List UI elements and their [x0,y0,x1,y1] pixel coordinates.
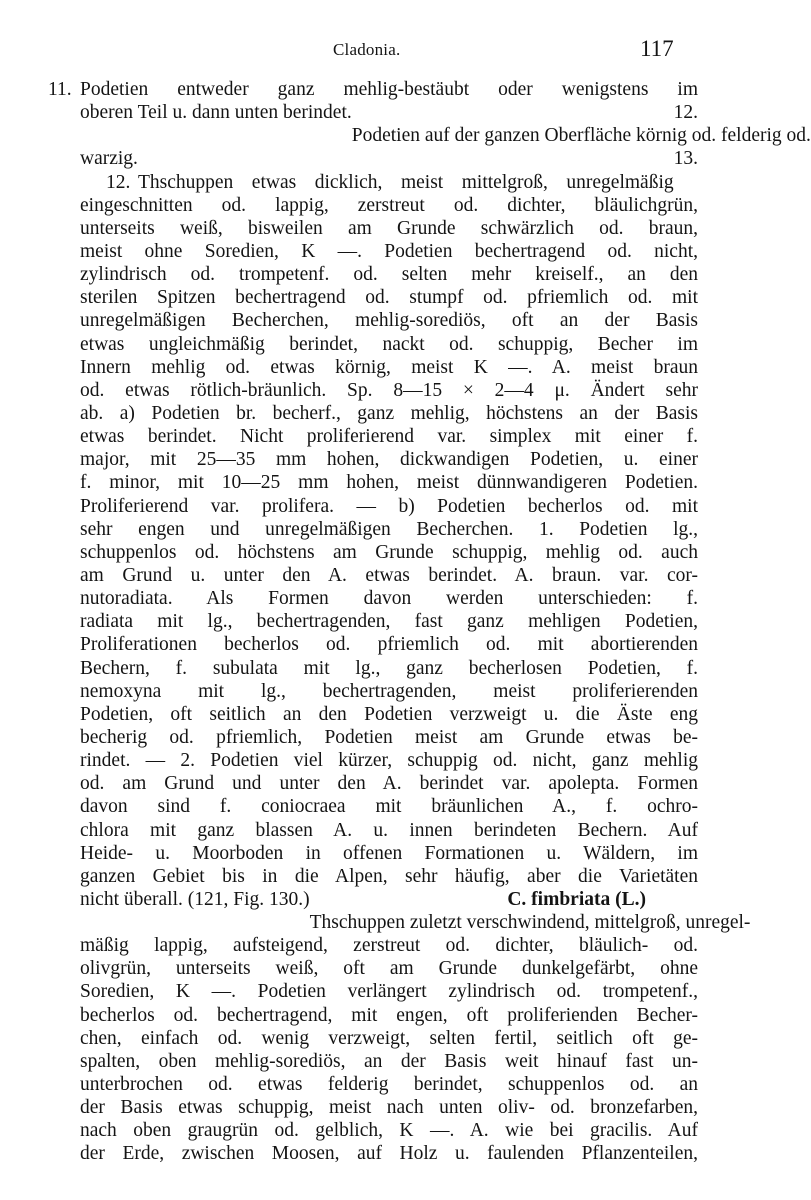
line-text: olivgrün, unterseits weiß, oft am Grunde dunkelgefärbt, ohne [80,958,698,980]
line-text: Proliferationen becherlos od. pfriemlich od. mit abortierenden [80,634,698,656]
line-text: Proliferierend var. prolifera. — b) Podetien becherlos od. mit [80,495,698,517]
line-text: eingeschnitten od. lappig, zerstreut od. dichter, bläulichgrün, [80,194,698,216]
line-text: Thschuppen etwas dicklich, meist mittelgroß, unregelmäßig [137,171,674,193]
line-text: oberen Teil u. dann unten berindet. [80,102,352,124]
line-text: Soredien, K —. Podetien verlängert zylindrisch od. trompetenf., [80,981,698,1003]
text-line [80,171,698,194]
page-header [0,36,737,68]
text-line [80,333,698,356]
line-text: nemoxyna mit lg., bechertragenden, meist proliferierenden [80,680,698,702]
text-line [80,495,698,518]
line-text: f. minor, mit 10—25 mm hohen, meist dünnwandigeren Podetien. [80,472,698,494]
text-line [80,1119,698,1142]
line-text: spalten, oben mehlig-sorediös, an der Basis weit hinauf fast un- [80,1050,698,1072]
line-text: unterseits weiß, bisweilen am Grunde schwärzlich od. braun, [80,217,698,239]
text-line [80,471,698,494]
text-line [80,680,698,703]
line-text: davon sind f. coniocraea mit bräunlichen A., f. ochro- [80,796,698,818]
line-text: ab. a) Podetien br. becherf., ganz mehlig, höchstens an der Basis [80,402,698,424]
page-number: 117 [640,36,674,61]
line-text: der Basis etwas schuppig, meist nach unten oliv- od. bronzefarben, [80,1097,698,1119]
line-text: Podetien entweder ganz mehlig-bestäubt oder wenigstens im [80,79,698,100]
text-line [80,217,698,240]
text-line [80,1004,698,1027]
text-line [80,657,698,680]
text-line [80,934,698,957]
line-text: Podetien, oft seitlich an den Podetien verzweigt u. die Äste eng [80,703,698,725]
line-text: becherlos od. bechertragend, mit engen, oft proliferienden Becher- [80,1004,698,1026]
text-line [80,819,698,842]
species-name: C. fimbriata (L.) [507,888,646,910]
text-line [80,356,698,379]
text-line [80,240,698,263]
text-line [80,101,698,124]
text-line [80,726,698,749]
text-line [80,980,698,1003]
text-line [80,772,698,795]
text-line [80,194,698,217]
text-line [80,1142,698,1165]
text-line [80,1050,698,1073]
line-text: unterbrochen od. etwas felderig berindet, schuppenlos od. an [80,1074,698,1096]
line-text: nicht überall. (121, Fig. 130.) [80,888,310,910]
text-line [80,865,698,888]
line-text: warzig. [80,148,138,170]
line-text: ganzen Gebiet bis in die Alpen, sehr häufig, aber die Varietäten [80,865,698,887]
couplet-number: 11. [48,79,72,100]
line-text: nutoradiata. Als Formen davon werden unterschieden: f. [80,588,698,610]
text-line [80,263,698,286]
line-text: od. am Grund und unter den A. berindet var. apolepta. Formen [80,773,698,795]
line-text: am Grund u. unter den A. etwas berindet. A. braun. var. cor- [80,564,698,586]
running-title: Cladonia. [333,40,401,59]
text-line [80,564,698,587]
text-body [48,78,811,1166]
line-text: radiata mit lg., bechertragenden, fast ganz mehligen Podetien, [80,611,698,633]
text-line [80,425,698,448]
line-text: meist ohne Soredien, K —. Podetien bechertragend od. nicht, [80,240,698,262]
line-text: chen, einfach od. wenig verzweigt, selten fertil, seitlich oft ge- [80,1027,698,1049]
line-text: sterilen Spitzen bechertragend od. stumpf od. pfriemlich od. mit [80,287,698,309]
text-line [80,518,698,541]
line-text: becherig od. pfriemlich, Podetien meist am Grunde etwas be- [80,726,698,748]
text-line [80,1096,698,1119]
text-line [80,448,698,471]
line-text: major, mit 25—35 mm hohen, dickwandigen Podetien, u. einer [80,449,698,471]
text-line [80,541,698,564]
text-line [80,1027,698,1050]
couplet-reference: 12. [673,102,698,124]
text-line [80,610,698,633]
text-line [80,749,698,772]
line-text: etwas berindet. Nicht proliferierend var. simplex mit einer f. [80,426,698,448]
line-text: rindet. — 2. Podetien viel kürzer, schuppig od. nicht, ganz mehlig [80,750,698,772]
text-line [80,309,698,332]
line-text: Thschuppen zuletzt verschwindend, mittelgroß, unregel- [309,912,751,934]
line-text: Bechern, f. subulata mit lg., ganz becherlosen Podetien, f. [80,657,698,679]
text-line [80,402,698,425]
text-line [80,703,698,726]
text-line [80,286,698,309]
text-line [80,911,751,934]
text-line [80,124,811,147]
text-line [48,78,698,101]
couplet-reference: 13. [673,148,698,170]
text-line [80,147,698,170]
line-text: Podetien auf der ganzen Oberfläche körnig od. felderig od. [351,125,811,147]
text-line [80,795,698,818]
line-text: od. etwas rötlich-bräunlich. Sp. 8—15 × 2—4 μ. Ändert sehr [80,379,698,401]
text-line [80,587,698,610]
line-text: nach oben graugrün od. gelblich, K —. A. wie bei gracilis. Auf [80,1120,698,1142]
line-text: zylindrisch od. trompetenf. od. selten mehr kreiself., an den [80,264,698,286]
text-line [80,633,698,656]
line-text: Heide- u. Moorboden in offenen Formationen u. Wäldern, im [80,842,698,864]
text-line [80,888,698,911]
line-text: etwas ungleichmäßig berindet, nackt od. schuppig, Becher im [80,333,698,355]
text-line [80,379,698,402]
text-line [80,1073,698,1096]
line-text: sehr engen und unregelmäßigen Becherchen. 1. Podetien lg., [80,518,698,540]
line-text: mäßig lappig, aufsteigend, zerstreut od. dichter, bläulich- od. [80,935,698,957]
text-line [80,957,698,980]
couplet-number: 12. [105,171,131,193]
line-text: unregelmäßigen Becherchen, mehlig-sorediös, oft an der Basis [80,310,698,332]
text-line [80,842,698,865]
line-text: chlora mit ganz blassen A. u. innen berindeten Bechern. Auf [80,819,698,841]
line-text: der Erde, zwischen Moosen, auf Holz u. faulenden Pflanzenteilen, [80,1143,698,1165]
line-text: schuppenlos od. höchstens am Grunde schuppig, mehlig od. auch [80,541,698,563]
line-text: Innern mehlig od. etwas körnig, meist K —. A. meist braun [80,356,698,378]
